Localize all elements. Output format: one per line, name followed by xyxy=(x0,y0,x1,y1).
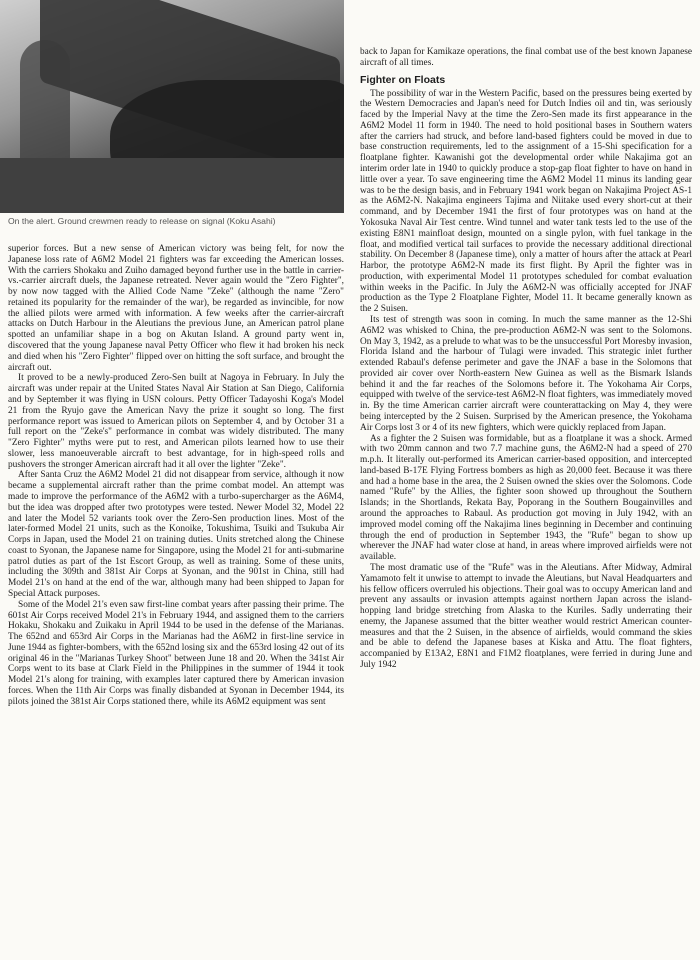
right-paragraph-2: Its test of strength was soon in coming. In much the same manner as the 12-Shi A6M2 was whisked to China, the pre-production A6M2-N was sent to the Solomons. On May 3, 1942, as a prelude to what was to be the unsuccessful Port Moresby invasion, Florida Island and the harbour of Tulagi were invaded. This strategic inlet further extended Rabaul's defense perimeter and gave the JNAF a base in the Solomons that provided air cover over North-eastern New Guinea as well as the Bismark Islands behind it and the far reaches of the Solomons before it. The Yokohama Air Corps, equipped with twelve of the service-test A6M2-N float fighters, was immediately moved in. By the time American carrier aircraft were counterattacking on May 4, they were being intercepted by the 2 Suisen. Surprised by the American presence, the Yokohama Air Corps lost 3 or 4 of its new fighters, which were quickly replaced from Japan. xyxy=(360,314,692,433)
left-paragraph-4: Some of the Model 21's even saw first-line combat years after passing their prime. The 601st Air Corps received Model 21's in February 1944, and assigned them to the carriers Hokaku, Shokaku and Zuikaku in April 1944 to be used in the defense of the Marianas. The 652nd and 653rd Air Corps in the Marianas had the A6M2 in first-line service in June 1944 as fighter-bombers, with the 652nd losing six and the 653rd losing 42 out of its original 46 in the "Marianas Turkey Shoot" between June 18 and 20. When the 341st Air Corps went to its base at Clark Field in the Philippines in the summer of 1944 it took Model 21's along for training, with examples later captured there by American invasion forces. When the 11th Air Corps was finally disbanded at Syonan in December 1944, its pilots joined the 381st Air Corps stationed there, while its A6M2 equipment was sent xyxy=(8,599,344,707)
right-paragraph-3: As a fighter the 2 Suisen was formidable, but as a floatplane it was a shock. Armed with two 20mm cannon and two 7.7 machine guns, the A6M2-N had a speed of 270 m.p.h. It literally out-performed its American carrier-based opposition, and intercepted land-based B-17E Flying Fortress bombers as high as 20,000 feet. Because it was there and had a home base in the area, the 2 Suisen owned the skies over the Solomons. Code named "Rufe" by the Allies, the fighter soon showed up throughout the Southern Islands; in the Shortlands, Rekata Bay, Poporang in the Southern Bougainvilles and around the approaches to Rabaul. As production got moving in July 1942, with an improved model coming off the Nakajima lines beginning in December and continuing through the end of production in September 1943, the "Rufe" began to show up wherever the JNAF had water close at hand, in areas where improved airfields were not available. xyxy=(360,433,692,563)
section-heading: Fighter on Floats xyxy=(360,73,446,86)
photo-ground-crew xyxy=(0,0,344,213)
left-paragraph-3: After Santa Cruz the A6M2 Model 21 did not disappear from service, although it now became a supplemental aircraft rather than the prime combat model. An attempt was made to improve the performance of the A6M2 with a turbo-supercharger as the A6M4, but the idea was dropped after two prototypes were tested. Newer Model 32, Model 22 and later the Model 52 variants took over the Zero-Sen production lines. Most of the later-formed Model 21 units, such as the Konoike, Tokushima, Tsuiki and Tsukuba Air Corps in Japan, used the Model 21 on training duties. Units stretched along the Chinese coast to Syonan, the Japanese name for Singapore, using the Model 21 for anti-submarine patrol duties as part of the 1st Escort Group, as well as training. Some of these units, including the 309th and 381st Air Corps at Syonan, and the 901st in China, still had Model 21's on hand at the end of the war, although many had been shipped to Japan for Special Attack purposes. xyxy=(8,470,344,599)
right-intro: back to Japan for Kamikaze operations, the final combat use of the best known Japanese aircraft of all times. xyxy=(360,47,692,68)
photo-caption: On the alert. Ground crewmen ready to release on signal (Koku Asahi) xyxy=(8,216,276,226)
photo-ground-shape xyxy=(0,158,344,213)
left-paragraph-2: It proved to be a newly-produced Zero-Sen built at Nagoya in February. In July the aircraft was under repair at the United States Naval Air Station at San Diego, California and by September it was flying in USN colours. Petty Officer Tadayoshi Koga's Model 21 from the Ryujo gave the American Navy the prize it sought so long. The first performance report was issued to American pilots on September 4, and by October 31 a full report on the "Zeke's" performance in combat was widely distributed. The many "Zero Fighter" myths were put to rest, and American pilots learned how to use their slower, less manoeuverable aircraft to best advantage, for in high-speed rolls and pushovers the stronger American aircraft had it all over the lighter "Zeke". xyxy=(8,373,344,470)
left-column xyxy=(8,244,344,708)
right-column xyxy=(360,47,692,671)
left-paragraph-1: superior forces. But a new sense of American victory was being felt, for now the Japanese loss rate of A6M2 Model 21 fighters was far exceeding the American losses. With the carriers Shokaku and Zuiho damaged beyond further use in the battle in carrier-vs.-carrier aircraft duels, the Japanese retreated. Never again would the "Zero Fighter", by now now tagged with the Allied Code Name "Zeke" (although the name "Zero" retained its popularity for the remainder of the war), be regarded as invincible, for now the allied pilots were armed with information. A few weeks after the carrier-aircraft attacks on Dutch Harbour in the Aleutians the previous June, an American patrol plane spotted an unfamiliar shape in a bog on Akutan Island. A ground party went in, discovered that the young Japanese naval Petty Officer who flew it had broken his neck and died when his "Zero Fighter" flipped over on hitting the soft surface, and brought the aircraft out. xyxy=(8,244,344,373)
right-paragraph-1: The possibility of war in the Western Pacific, based on the pressures being exerted by the Western Democracies and Japan's need for Dutch Indies oil and tin, was seriously faced by the Imperial Navy at the time the Zero-Sen made its first appearance in the A6M2 Model 11 form in 1940. The need to hold positional bases in Southern waters after the carriers had struck, and before land-based fighters could be moved in due to base construction requirements, led to the assignment of a 15-Shi specification for a floatplane fighter. Kawanishi got the developmental order while Nakajima got an interim order late in 1940 to quickly produce a stop-gap float fighter to have on hand in little over a year. To save engineering time the A6M2 Model 11 minus its landing gear was to be the design basis, and in February 1941 work began on Nakajima Project AS-1 as the A6M2-N. Nakajima engineers Tajima and Niitake used every short-cut at their command, and by December 1941 the first of four prototypes was on hand at the Yokosuka Naval Air Test centre. Wind tunnel and water tank tests led to the use of the existing E8N1 mainfloat design, mounted on a single pylon, with fuel tankage in the float, and modified vertical tail surfaces to provide the necessary additional directional stability. On December 8 (Japanese time), only a matter of hours after the attack at Pearl Harbor, the prototype A6M2-N made its first flight. By April the fighter was in production, with experimental Model 11 prototypes scheduled for combat evaluation within weeks in the Pacific. In July the A6M2-N was officially accepted for JNAF production as the Type 2 Floatplane Fighter, Model 11. It became generally known as the 2 Suisen. xyxy=(360,88,692,315)
right-paragraph-4: The most dramatic use of the "Rufe" was in the Aleutians. After Midway, Admiral Yamamoto felt it unwise to attempt to invade the Aleutians, but Naval Headquarters and his fellow officers overruled his objections. Their goal was to occupy American land and prevent any assaults or invasion attempts against northern Japan across the island-hopping land bridge stretching from Alaska to the Kuriles. Sadly underrating their enemy, the Japanese assumed that the bitter weather would restrict American counter-measures and that the 2 Suisen, in the absence of airfields, would command the skies and be able to defend the Japanese bases at Kiska and Attu. The float fighters, accompanied by E13A2, E8N1 and F1M2 floatplanes, were ferried in during June and July 1942 xyxy=(360,562,692,670)
